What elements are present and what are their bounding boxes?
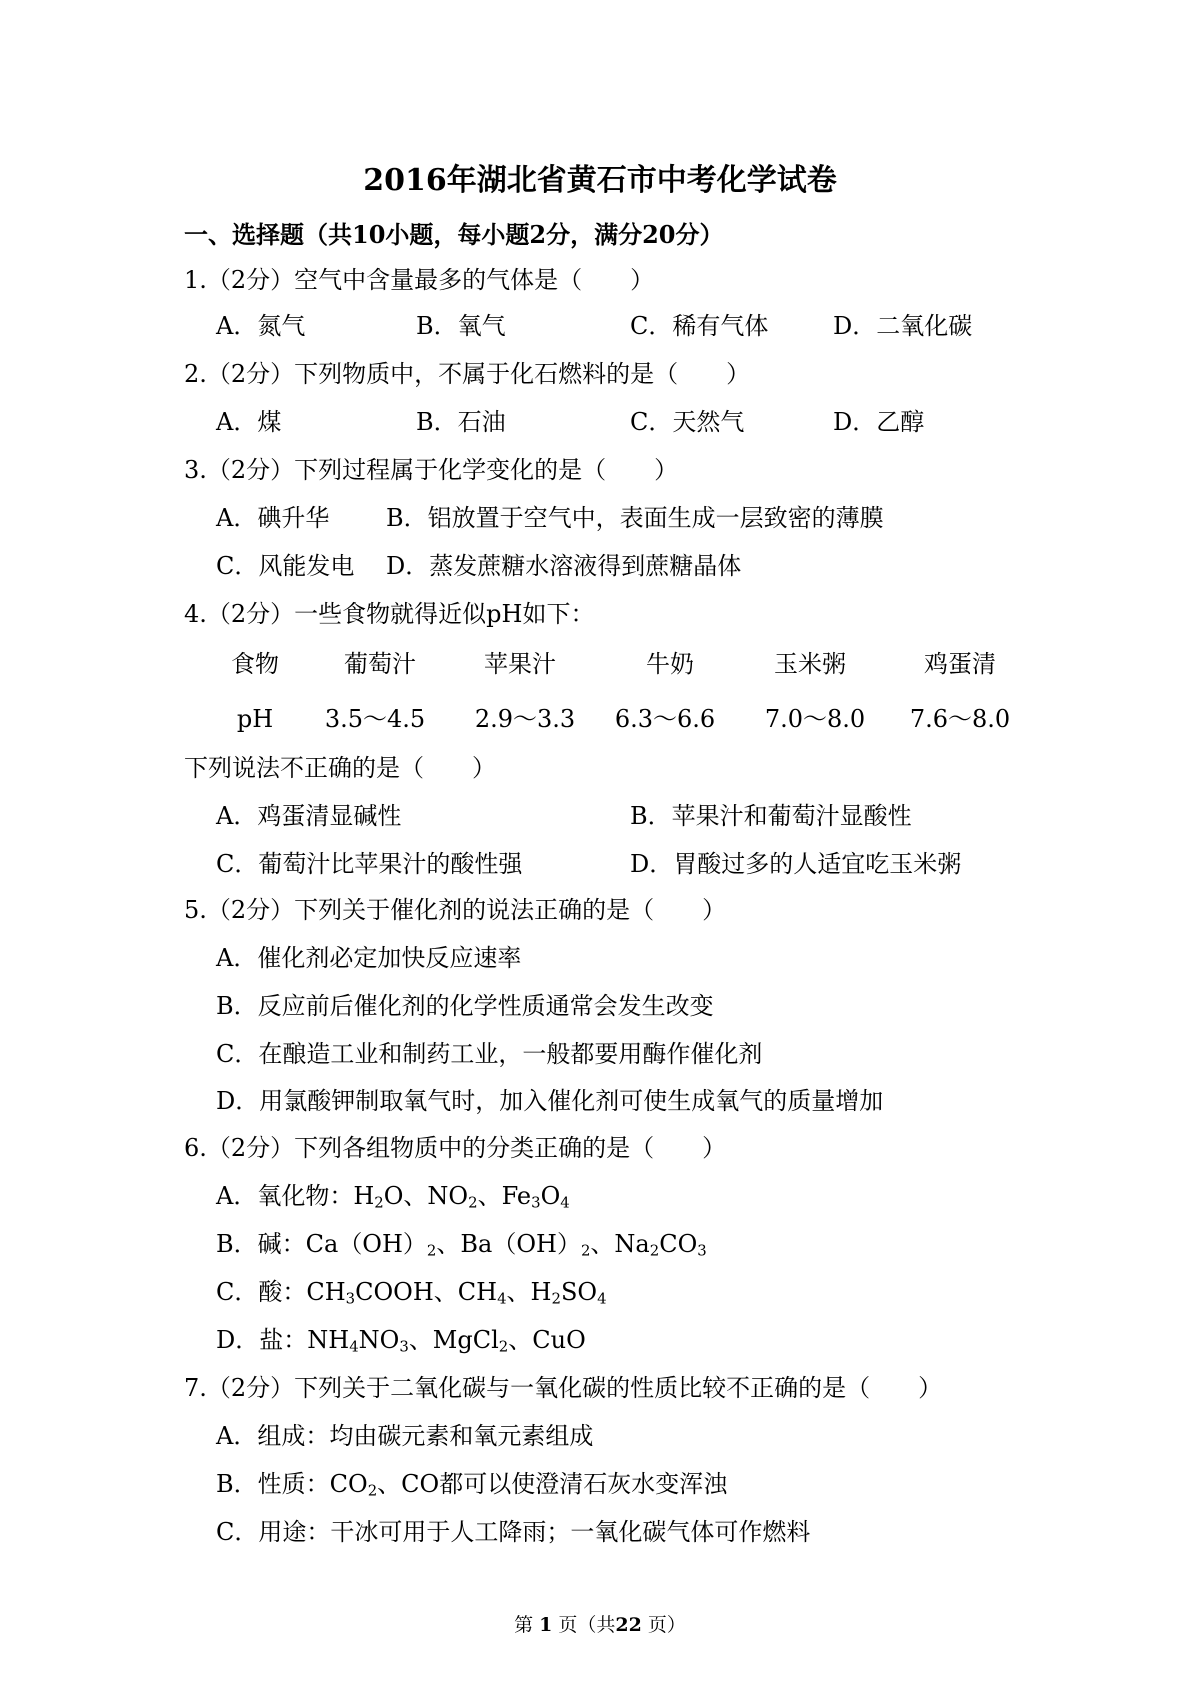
q7-stem: 7.（2分）下列关于二氧化碳与一氧化碳的性质比较不正确的是（ ）	[184, 1374, 943, 1402]
q3-option-a: A．碘升华	[216, 504, 330, 532]
q4-option-b: B．苹果汁和葡萄汁显酸性	[630, 802, 912, 830]
table-cell: 6.3～6.6	[614, 705, 716, 733]
q1-option-a: A．氮气	[216, 312, 306, 340]
q3-stem: 3.（2分）下列过程属于化学变化的是（ ）	[184, 456, 679, 484]
table-cell: 7.0～8.0	[764, 705, 866, 733]
table-header: 鸡蛋清	[924, 650, 996, 678]
table-cell: 3.5～4.5	[324, 705, 426, 733]
q1-option-b: B．氧气	[416, 312, 506, 340]
table-cell: pH	[236, 705, 274, 733]
page-footer: 第 1 页（共22 页）	[514, 1614, 686, 1636]
q7-option-a: A．组成：均由碳元素和氧元素组成	[216, 1422, 594, 1450]
q7-option-b: B．性质：$CO_2$、CO都可以使澄清石灰水变浑浊	[216, 1470, 728, 1500]
q3-option-b: B．铝放置于空气中，表面生成一层致密的薄膜	[386, 504, 884, 532]
q4-option-c: C．葡萄汁比苹果汁的酸性强	[216, 850, 523, 878]
total-pages: 22	[615, 1614, 642, 1636]
q4-stem: 4.（2分）一些食物就得近似pH如下：	[184, 600, 595, 628]
q3-option-d: D．蒸发蔗糖水溶液得到蔗糖晶体	[386, 552, 742, 580]
q6-option-d: D．盐：$NH_4NO_3$、MgCl$_2$、CuO	[216, 1326, 586, 1356]
q6-option-a: A．氧化物：$H_2O$、$NO_2$、$Fe_3O_4$	[216, 1182, 570, 1212]
q5-option-b: B．反应前后催化剂的化学性质通常会发生改变	[216, 992, 714, 1020]
table-header: 牛奶	[646, 650, 694, 678]
table-cell: 2.9～3.3	[474, 705, 576, 733]
section-heading: 一、选择题（共10小题，每小题2分，满分20分）	[184, 220, 724, 249]
q4-question: 下列说法不正确的是（ ）	[184, 754, 496, 782]
q6-stem: 6.（2分）下列各组物质中的分类正确的是（ ）	[184, 1134, 727, 1162]
table-header: 葡萄汁	[344, 650, 416, 678]
q5-option-c: C．在酿造工业和制药工业，一般都要用酶作催化剂	[216, 1040, 763, 1068]
q4-option-a: A．鸡蛋清显碱性	[216, 802, 402, 830]
q5-option-d: D．用氯酸钾制取氧气时，加入催化剂可使生成氧气的质量增加	[216, 1087, 884, 1115]
q7-option-c: C．用途：干冰可用于人工降雨；一氧化碳气体可作燃料	[216, 1518, 811, 1546]
q1-option-c: C．稀有气体	[630, 312, 769, 340]
q6-option-c: C．酸：$CH_3COOH$、$CH_4$、$H_2SO_4$	[216, 1278, 607, 1308]
q5-option-a: A．催化剂必定加快反应速率	[216, 944, 522, 972]
q3-option-c: C．风能发电	[216, 552, 355, 580]
table-cell: 7.6～8.0	[909, 705, 1011, 733]
q2-option-c: C．天然气	[630, 408, 745, 436]
q2-option-b: B．石油	[416, 408, 506, 436]
table-header: 苹果汁	[484, 650, 556, 678]
q2-option-a: A．煤	[216, 408, 282, 436]
q4-option-d: D．胃酸过多的人适宜吃玉米粥	[630, 850, 962, 878]
table-header: 食物	[231, 650, 279, 678]
q1-option-d: D．二氧化碳	[833, 312, 973, 340]
page-number: 1	[539, 1614, 553, 1636]
table-header: 玉米粥	[774, 650, 846, 678]
q2-stem: 2.（2分）下列物质中，不属于化石燃料的是（ ）	[184, 360, 751, 388]
q1-stem: 1.（2分）空气中含量最多的气体是（ ）	[184, 266, 655, 294]
q6-option-b: B．碱：$Ca(OH)_2$、$Ba(OH)_2$、$Na_2CO_3$	[216, 1230, 707, 1260]
q2-option-d: D．乙醇	[833, 408, 925, 436]
page-title: 2016年湖北省黄石市中考化学试卷	[363, 163, 837, 198]
q5-stem: 5.（2分）下列关于催化剂的说法正确的是（ ）	[184, 896, 727, 924]
